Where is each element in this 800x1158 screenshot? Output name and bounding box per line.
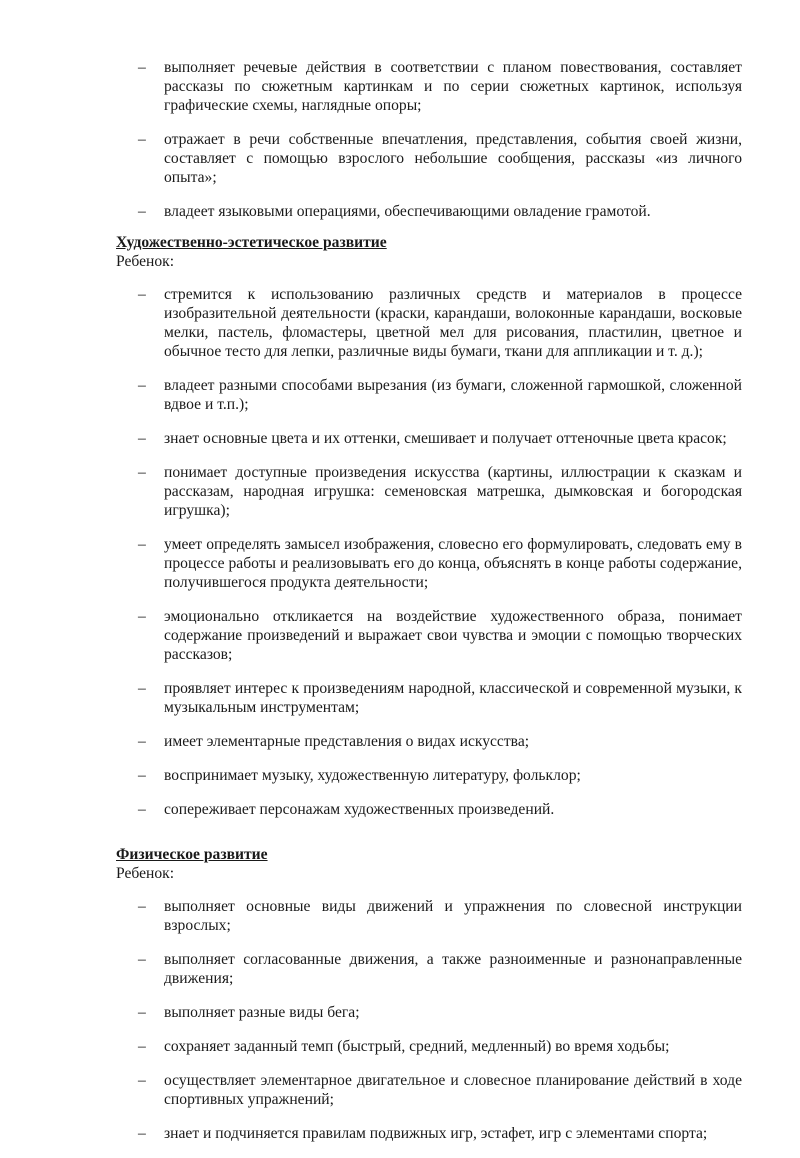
list-item	[116, 463, 742, 520]
list-item-text: сохраняет заданный темп (быстрый, средний, медленный) во время ходьбы;	[164, 1038, 670, 1055]
list-item	[116, 679, 742, 717]
list-item-text: знает основные цвета и их оттенки, смешивает и получает оттеночные цвета красок;	[164, 430, 727, 447]
intro-list	[116, 58, 742, 221]
list-item-text: имеет элементарные представления о видах искусства;	[164, 733, 530, 750]
bullet-dash: –	[138, 131, 146, 148]
list-item	[116, 1037, 742, 1056]
bullet-dash: –	[138, 801, 146, 818]
bullet-dash: –	[138, 286, 146, 303]
list-item-text: владеет языковыми операциями, обеспечивающими овладение грамотой.	[164, 203, 651, 220]
bullet-dash: –	[138, 536, 146, 553]
bullet-dash: –	[138, 733, 146, 750]
list-item	[116, 285, 742, 361]
list-item-text: умеет определять замысел изображения, словесно его формулировать, следовать ему в процессе работы и реализовывать его до конца, объяснять в конце работы содержание, получившегося продукта деятельности;	[164, 536, 742, 591]
art-list	[116, 285, 742, 819]
bullet-dash: –	[138, 898, 146, 915]
list-item-text: выполняет речевые действия в соответствии с планом повествования, составляет рассказы по сюжетным картинкам и по серии сюжетных картинок, используя графические схемы, наглядные опоры;	[164, 59, 742, 114]
bullet-dash: –	[138, 1004, 146, 1021]
bullet-dash: –	[138, 464, 146, 481]
art-section	[116, 233, 742, 819]
bullet-dash: –	[138, 767, 146, 784]
list-item-text: выполняет разные виды бега;	[164, 1004, 360, 1021]
list-item	[116, 897, 742, 935]
list-item	[116, 130, 742, 187]
section-title: Физическое развитие	[116, 846, 268, 863]
bullet-dash: –	[138, 1125, 146, 1142]
list-item-text: проявляет интерес к произведениям народной, классической и современной музыки, к музыкальным инструментам;	[164, 680, 742, 716]
bullet-dash: –	[138, 377, 146, 394]
list-item	[116, 1124, 742, 1143]
list-item	[116, 58, 742, 115]
list-item	[116, 429, 742, 448]
list-item-text: осуществляет элементарное двигательное и словесное планирование действий в ходе спортивных упражнений;	[164, 1072, 742, 1108]
list-item-text: выполняет основные виды движений и упражнения по словесной инструкции взрослых;	[164, 898, 742, 934]
list-item-text: эмоционально откликается на воздействие художественного образа, понимает содержание произведений и выражает свои чувства и эмоции с помощью творческих рассказов;	[164, 608, 742, 663]
list-item-text: сопереживает персонажам художественных произведений.	[164, 801, 555, 818]
list-item	[116, 732, 742, 751]
section-subject: Ребенок:	[116, 865, 175, 882]
bullet-dash: –	[138, 1038, 146, 1055]
bullet-dash: –	[138, 430, 146, 447]
bullet-dash: –	[138, 951, 146, 968]
list-item-text: знает и подчиняется правилам подвижных игр, эстафет, игр с элементами спорта;	[164, 1125, 708, 1142]
list-item	[116, 607, 742, 664]
list-item	[116, 1003, 742, 1022]
list-item	[116, 950, 742, 988]
list-item	[116, 766, 742, 785]
document-page	[116, 58, 742, 1158]
list-item-text: воспринимает музыку, художественную литературу, фольклор;	[164, 767, 581, 784]
section-title: Художественно-эстетическое развитие	[116, 234, 387, 251]
bullet-dash: –	[138, 59, 146, 76]
bullet-dash: –	[138, 680, 146, 697]
list-item	[116, 376, 742, 414]
phys-section	[116, 845, 742, 1143]
bullet-dash: –	[138, 203, 146, 220]
list-item-text: владеет разными способами вырезания (из бумаги, сложенной гармошкой, сложенной вдвое и т.п.);	[164, 377, 742, 413]
phys-list	[116, 897, 742, 1143]
bullet-dash: –	[138, 608, 146, 625]
list-item-text: стремится к использованию различных средств и материалов в процессе изобразительной деятельности (краски, карандаши, волоконные карандаши, восковые мелки, пастель, фломастеры, цветной мел для рисования, пластилин, цветное и обычное тесто для лепки, различные виды бумаги, ткани для аппликации и т. д.);	[164, 286, 742, 360]
list-item	[116, 535, 742, 592]
section-subject: Ребенок:	[116, 253, 175, 270]
list-item-text: понимает доступные произведения искусства (картины, иллюстрации к сказкам и рассказам, народная игрушка: семеновская матрешка, дымковская и богородская игрушка);	[164, 464, 742, 519]
list-item	[116, 1071, 742, 1109]
list-item-text: выполняет согласованные движения, а также разноименные и разнонаправленные движения;	[164, 951, 742, 987]
list-item-text: отражает в речи собственные впечатления, представления, события своей жизни, составляет с помощью взрослого небольшие сообщения, рассказы «из личного опыта»;	[164, 131, 742, 186]
list-item	[116, 202, 742, 221]
list-item	[116, 800, 742, 819]
bullet-dash: –	[138, 1072, 146, 1089]
